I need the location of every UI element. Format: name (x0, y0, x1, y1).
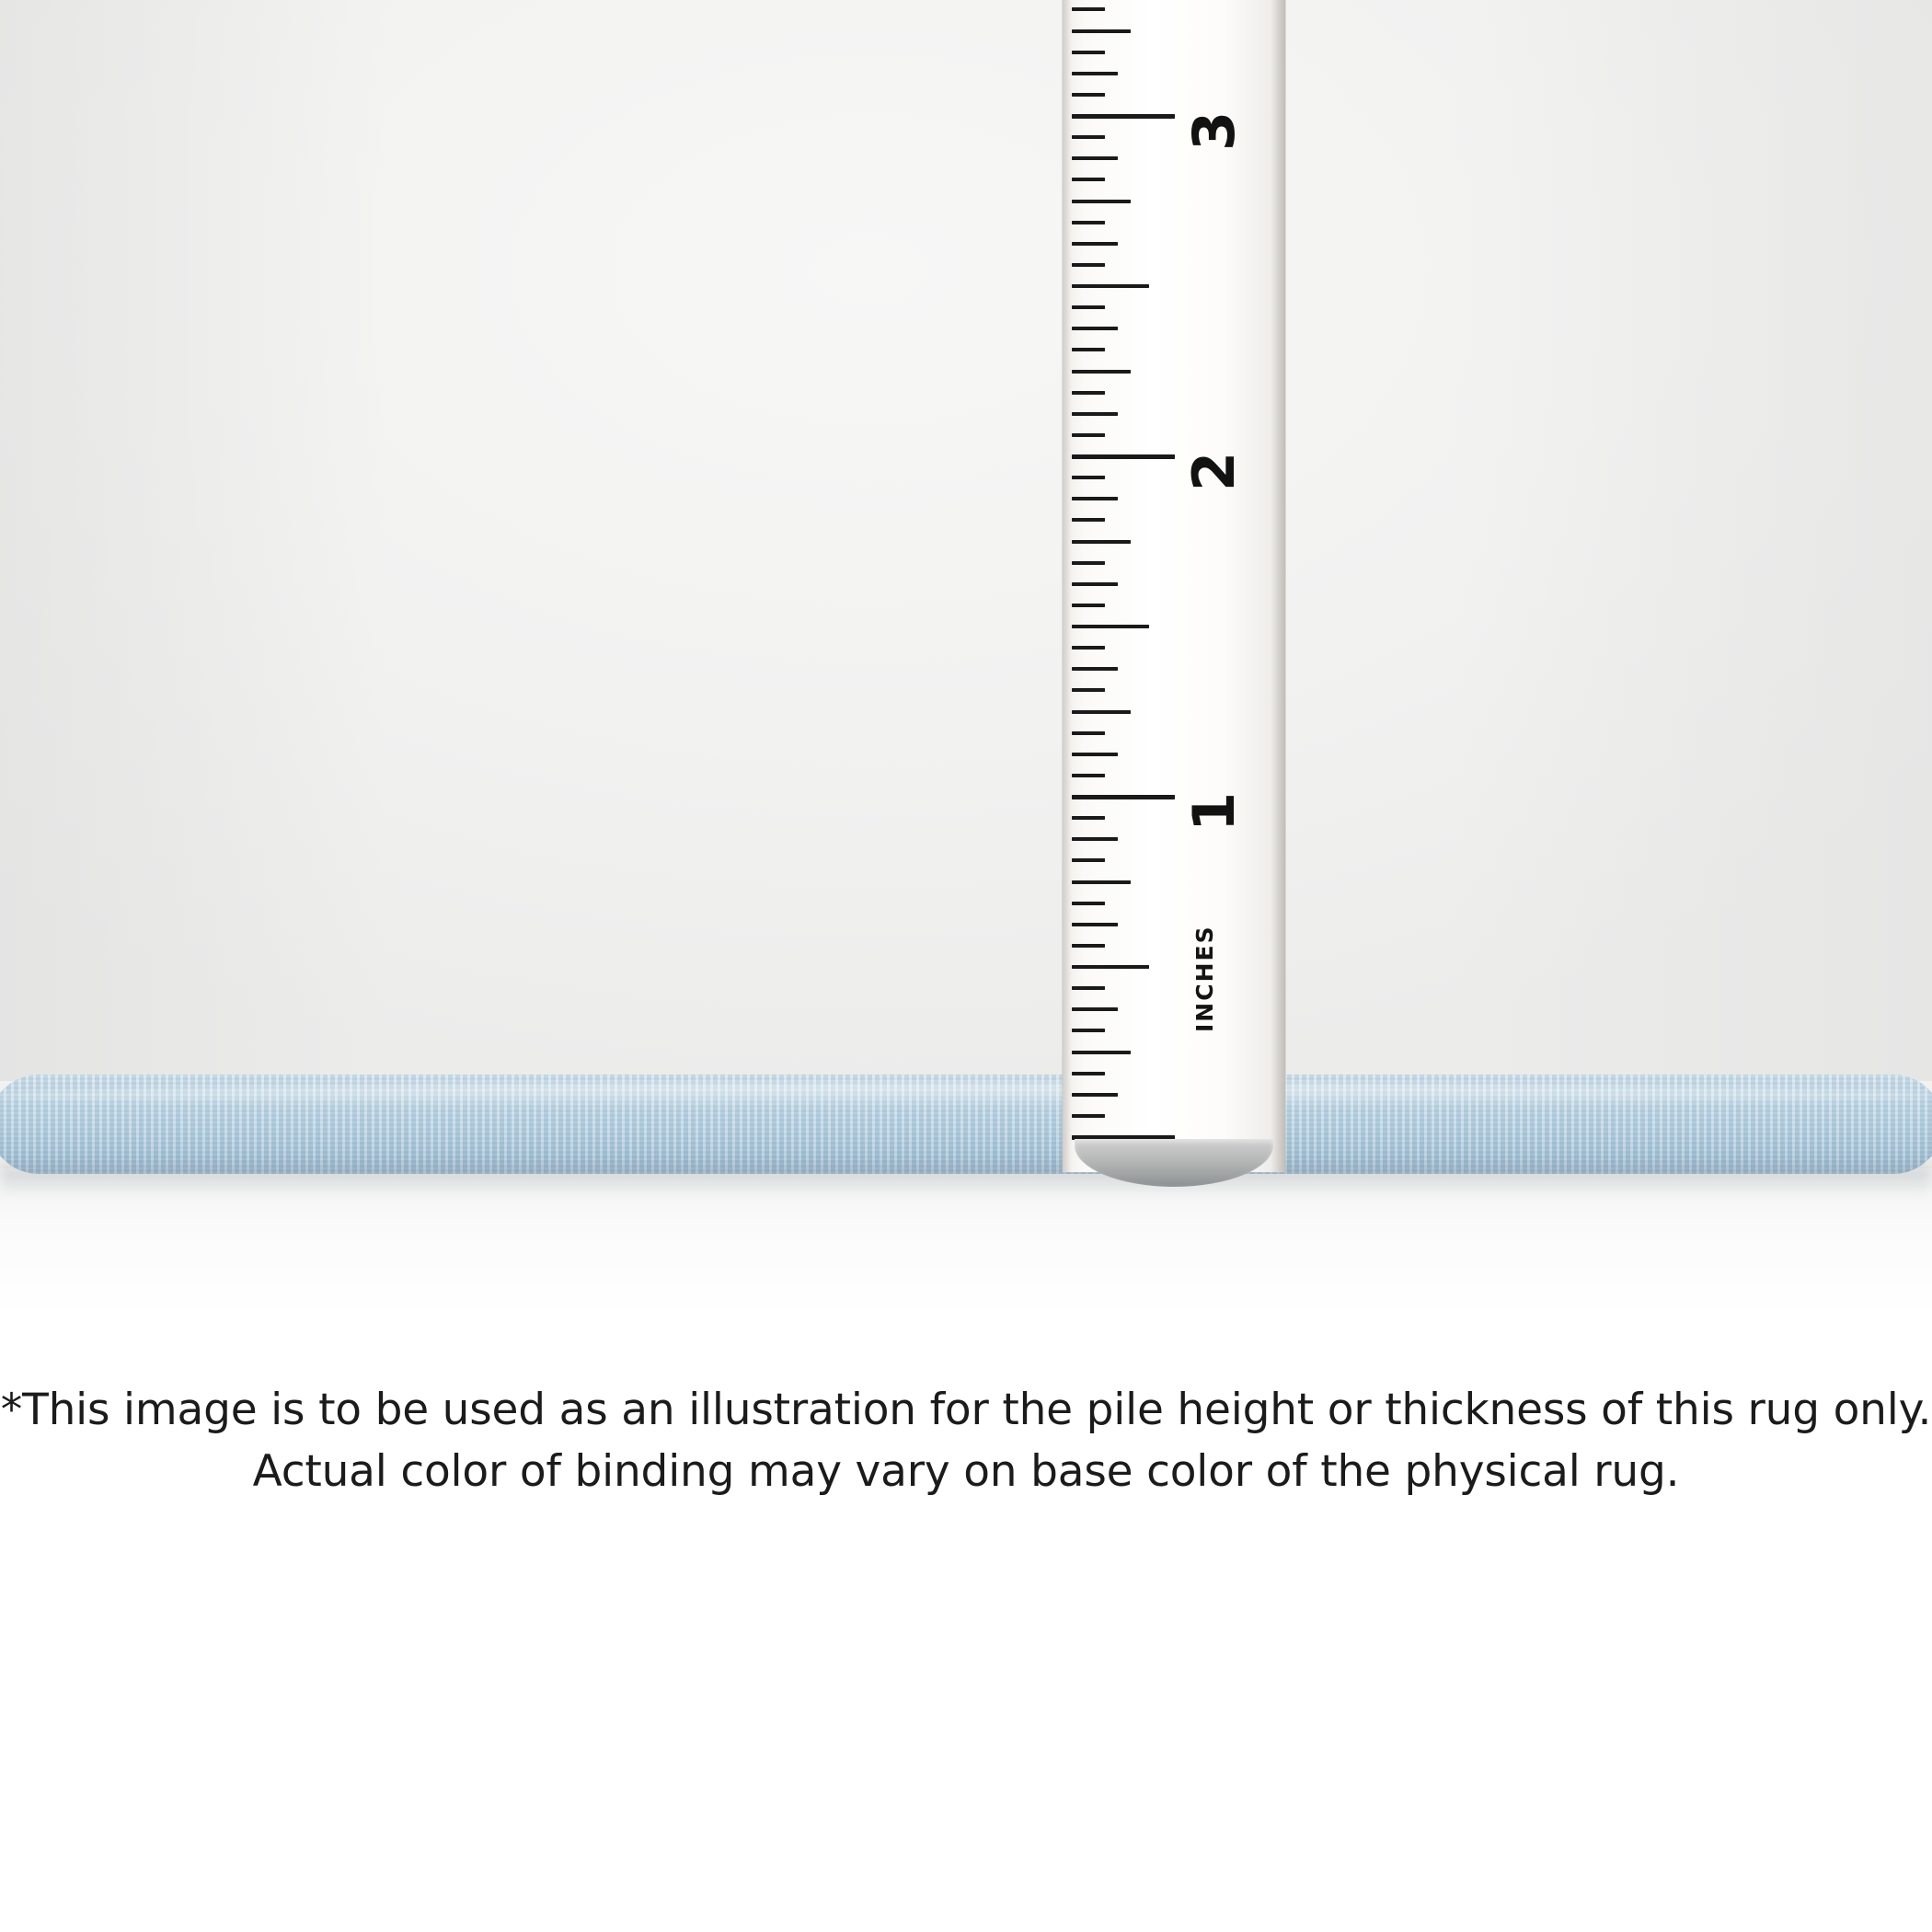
ruler-tick (1072, 625, 1149, 628)
ruler-tick (1072, 1072, 1105, 1075)
ruler-tick (1072, 837, 1118, 841)
ruler-tick (1072, 29, 1131, 33)
ruler-tick (1072, 178, 1105, 181)
ruler-tick (1072, 348, 1105, 351)
ruler-tick (1072, 391, 1105, 395)
backdrop-shading-left (0, 0, 386, 1081)
ruler-tick (1072, 433, 1105, 437)
caption-text (0, 1380, 1932, 1502)
ruler-tick (1072, 774, 1105, 777)
ruler-inch-number: 2 (1180, 451, 1248, 491)
ruler-tick (1072, 858, 1105, 862)
rug-binding-highlight (0, 1084, 1932, 1108)
ruler-tick (1072, 880, 1131, 884)
rug-binding-edge (0, 1075, 1932, 1174)
measuring-tape-ruler (1063, 0, 1285, 1172)
ruler-tick (1072, 1029, 1105, 1032)
ruler-tick (1072, 753, 1118, 756)
ruler-tick (1072, 476, 1105, 479)
ruler-tick (1072, 135, 1105, 139)
ruler-tick (1072, 114, 1175, 119)
ruler-tick (1072, 604, 1105, 607)
ruler-tick (1072, 454, 1175, 459)
ruler-tick (1072, 221, 1105, 224)
ruler-tick (1072, 1051, 1131, 1054)
ruler-tick (1072, 370, 1131, 374)
ruler-tick (1072, 688, 1105, 692)
ruler-tick (1072, 51, 1105, 54)
ruler-tick (1072, 284, 1149, 288)
ruler-tick (1072, 412, 1118, 416)
ruler-tick (1072, 156, 1118, 160)
ruler-tick (1072, 582, 1118, 586)
caption-line-1: *This image is to be used as an illustration for the pile height or thickness of this rug only. (0, 1385, 1932, 1435)
ruler-tick (1072, 1007, 1118, 1011)
ruler-tick (1072, 1093, 1118, 1097)
caption-line-2: Actual color of binding may vary on base color of the physical rug. (252, 1445, 1680, 1497)
ruler-tick (1072, 263, 1105, 267)
ruler-tick (1072, 944, 1105, 948)
ruler-tick (1072, 646, 1105, 650)
ruler-tick (1072, 327, 1118, 330)
ruler-tick (1072, 965, 1149, 969)
ruler-tick (1072, 795, 1175, 799)
ruler-tick (1072, 667, 1118, 671)
ruler-tick (1072, 986, 1105, 990)
ruler-tick (1072, 540, 1131, 544)
ruler-tick (1072, 200, 1131, 203)
ruler-tick (1072, 93, 1105, 97)
ruler-inch-number: 1 (1180, 791, 1248, 832)
ruler-tick (1072, 242, 1118, 246)
ruler-tick (1072, 7, 1105, 11)
backdrop-shading-right (1454, 0, 1932, 1081)
ruler-tick (1072, 561, 1105, 565)
ruler-inch-number: 3 (1180, 110, 1248, 151)
ruler-tick (1072, 731, 1105, 735)
ruler-tick (1072, 518, 1105, 522)
ruler-tick (1072, 710, 1131, 714)
ruler-tick-marks (1063, 0, 1285, 1172)
ruler-tick (1072, 816, 1105, 820)
ruler-tick (1072, 902, 1105, 905)
ruler-tick (1072, 72, 1118, 75)
rug-drop-shadow (0, 1167, 1932, 1198)
ruler-tick (1072, 923, 1118, 926)
ruler-tick (1072, 1114, 1105, 1118)
ruler-unit-label: INCHES (1191, 925, 1218, 1032)
ruler-tick (1072, 305, 1105, 309)
ruler-tick (1072, 497, 1118, 500)
